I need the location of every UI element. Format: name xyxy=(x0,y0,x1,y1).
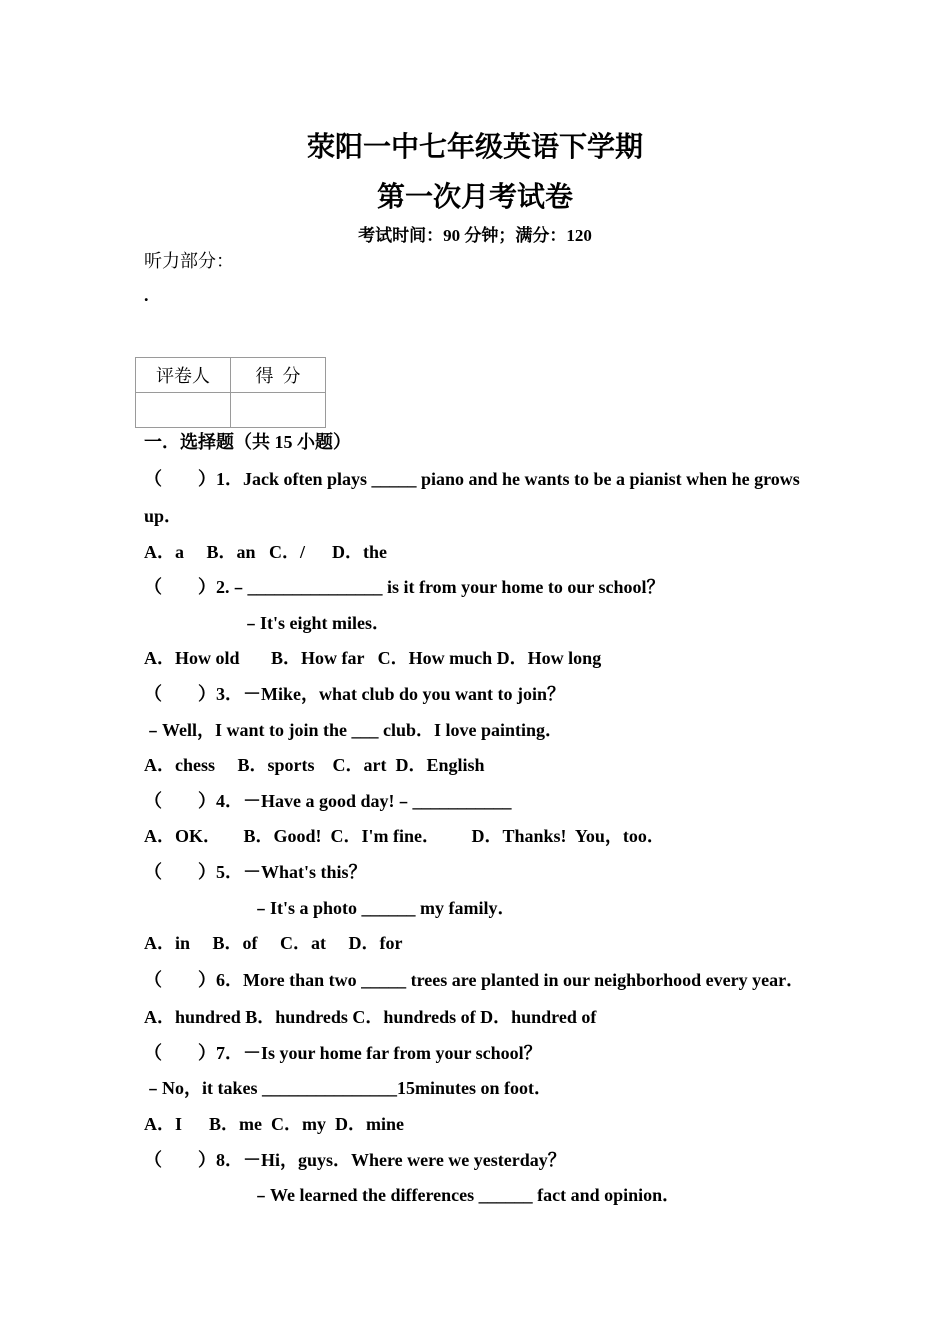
section-heading: 一．选择题（共 15 小题） xyxy=(144,432,351,452)
question-8: （ ）8．－Hi，guys．Where were we yesterday？ xyxy=(144,1149,566,1170)
question-3-options: A．chess B．sports C．art D．English xyxy=(144,755,485,776)
score-cell xyxy=(231,393,326,428)
exam-title-line1: 荥阳一中七年级英语下学期 xyxy=(306,132,643,163)
question-4-options: A．OK． B．Good! C．I'm fine． D．Thanks! You，too． xyxy=(144,826,665,847)
question-7-options: A．I B．me C．my D．mine xyxy=(144,1113,404,1134)
question-4: （ ）4．－Have a good day!﹣___________ xyxy=(144,790,512,811)
question-1: （ ）1．Jack often plays _____ piano and he wants to be a pianist when he grows up． xyxy=(144,468,800,526)
question-content xyxy=(144,425,824,1214)
grader-cell xyxy=(136,393,231,428)
listening-placeholder-dot: . xyxy=(144,285,149,305)
question-2: （ ）2.﹣_______________ is it from your home to our school？ xyxy=(144,577,665,598)
exam-title-line2: 第一次月考试卷 xyxy=(376,182,573,213)
question-5-options: A．in B．of C．at D．for xyxy=(144,933,403,954)
question-3: （ ）3．－Mike，what club do you want to join？ xyxy=(144,683,566,704)
question-6: （ ）6．More than two _____ trees are planted in our neighborhood every year． A．hundred B．hundreds C．hundreds of D．hundred of xyxy=(144,969,805,1027)
question-3-answer-line: ﹣Well，I want to join the ___ club．I love painting． xyxy=(144,719,564,740)
exam-info: 考试时间：90 分钟；满分：120 xyxy=(358,226,592,245)
question-2-options: A．How old B．How far C．How much D．How long xyxy=(144,648,602,669)
score-header: 得 分 xyxy=(231,358,326,393)
listening-section-label: 听力部分： xyxy=(144,251,234,271)
score-table xyxy=(135,357,326,428)
question-8-answer-line: ﹣We learned the differences ______ fact and opinion． xyxy=(252,1185,681,1206)
question-7-answer-line: ﹣No，it takes _______________15minutes on foot． xyxy=(144,1078,552,1099)
question-5-answer-line: ﹣It's a photo ______ my family． xyxy=(252,897,516,918)
question-1-options: A．a B．an C．/ D．the xyxy=(144,541,388,562)
question-5: （ ）5．－What's this？ xyxy=(144,861,367,882)
grader-header: 评卷人 xyxy=(136,358,231,393)
question-7: （ ）7．－Is your home far from your school？ xyxy=(144,1042,542,1063)
question-2-answer-line: ﹣It's eight miles． xyxy=(242,612,390,633)
